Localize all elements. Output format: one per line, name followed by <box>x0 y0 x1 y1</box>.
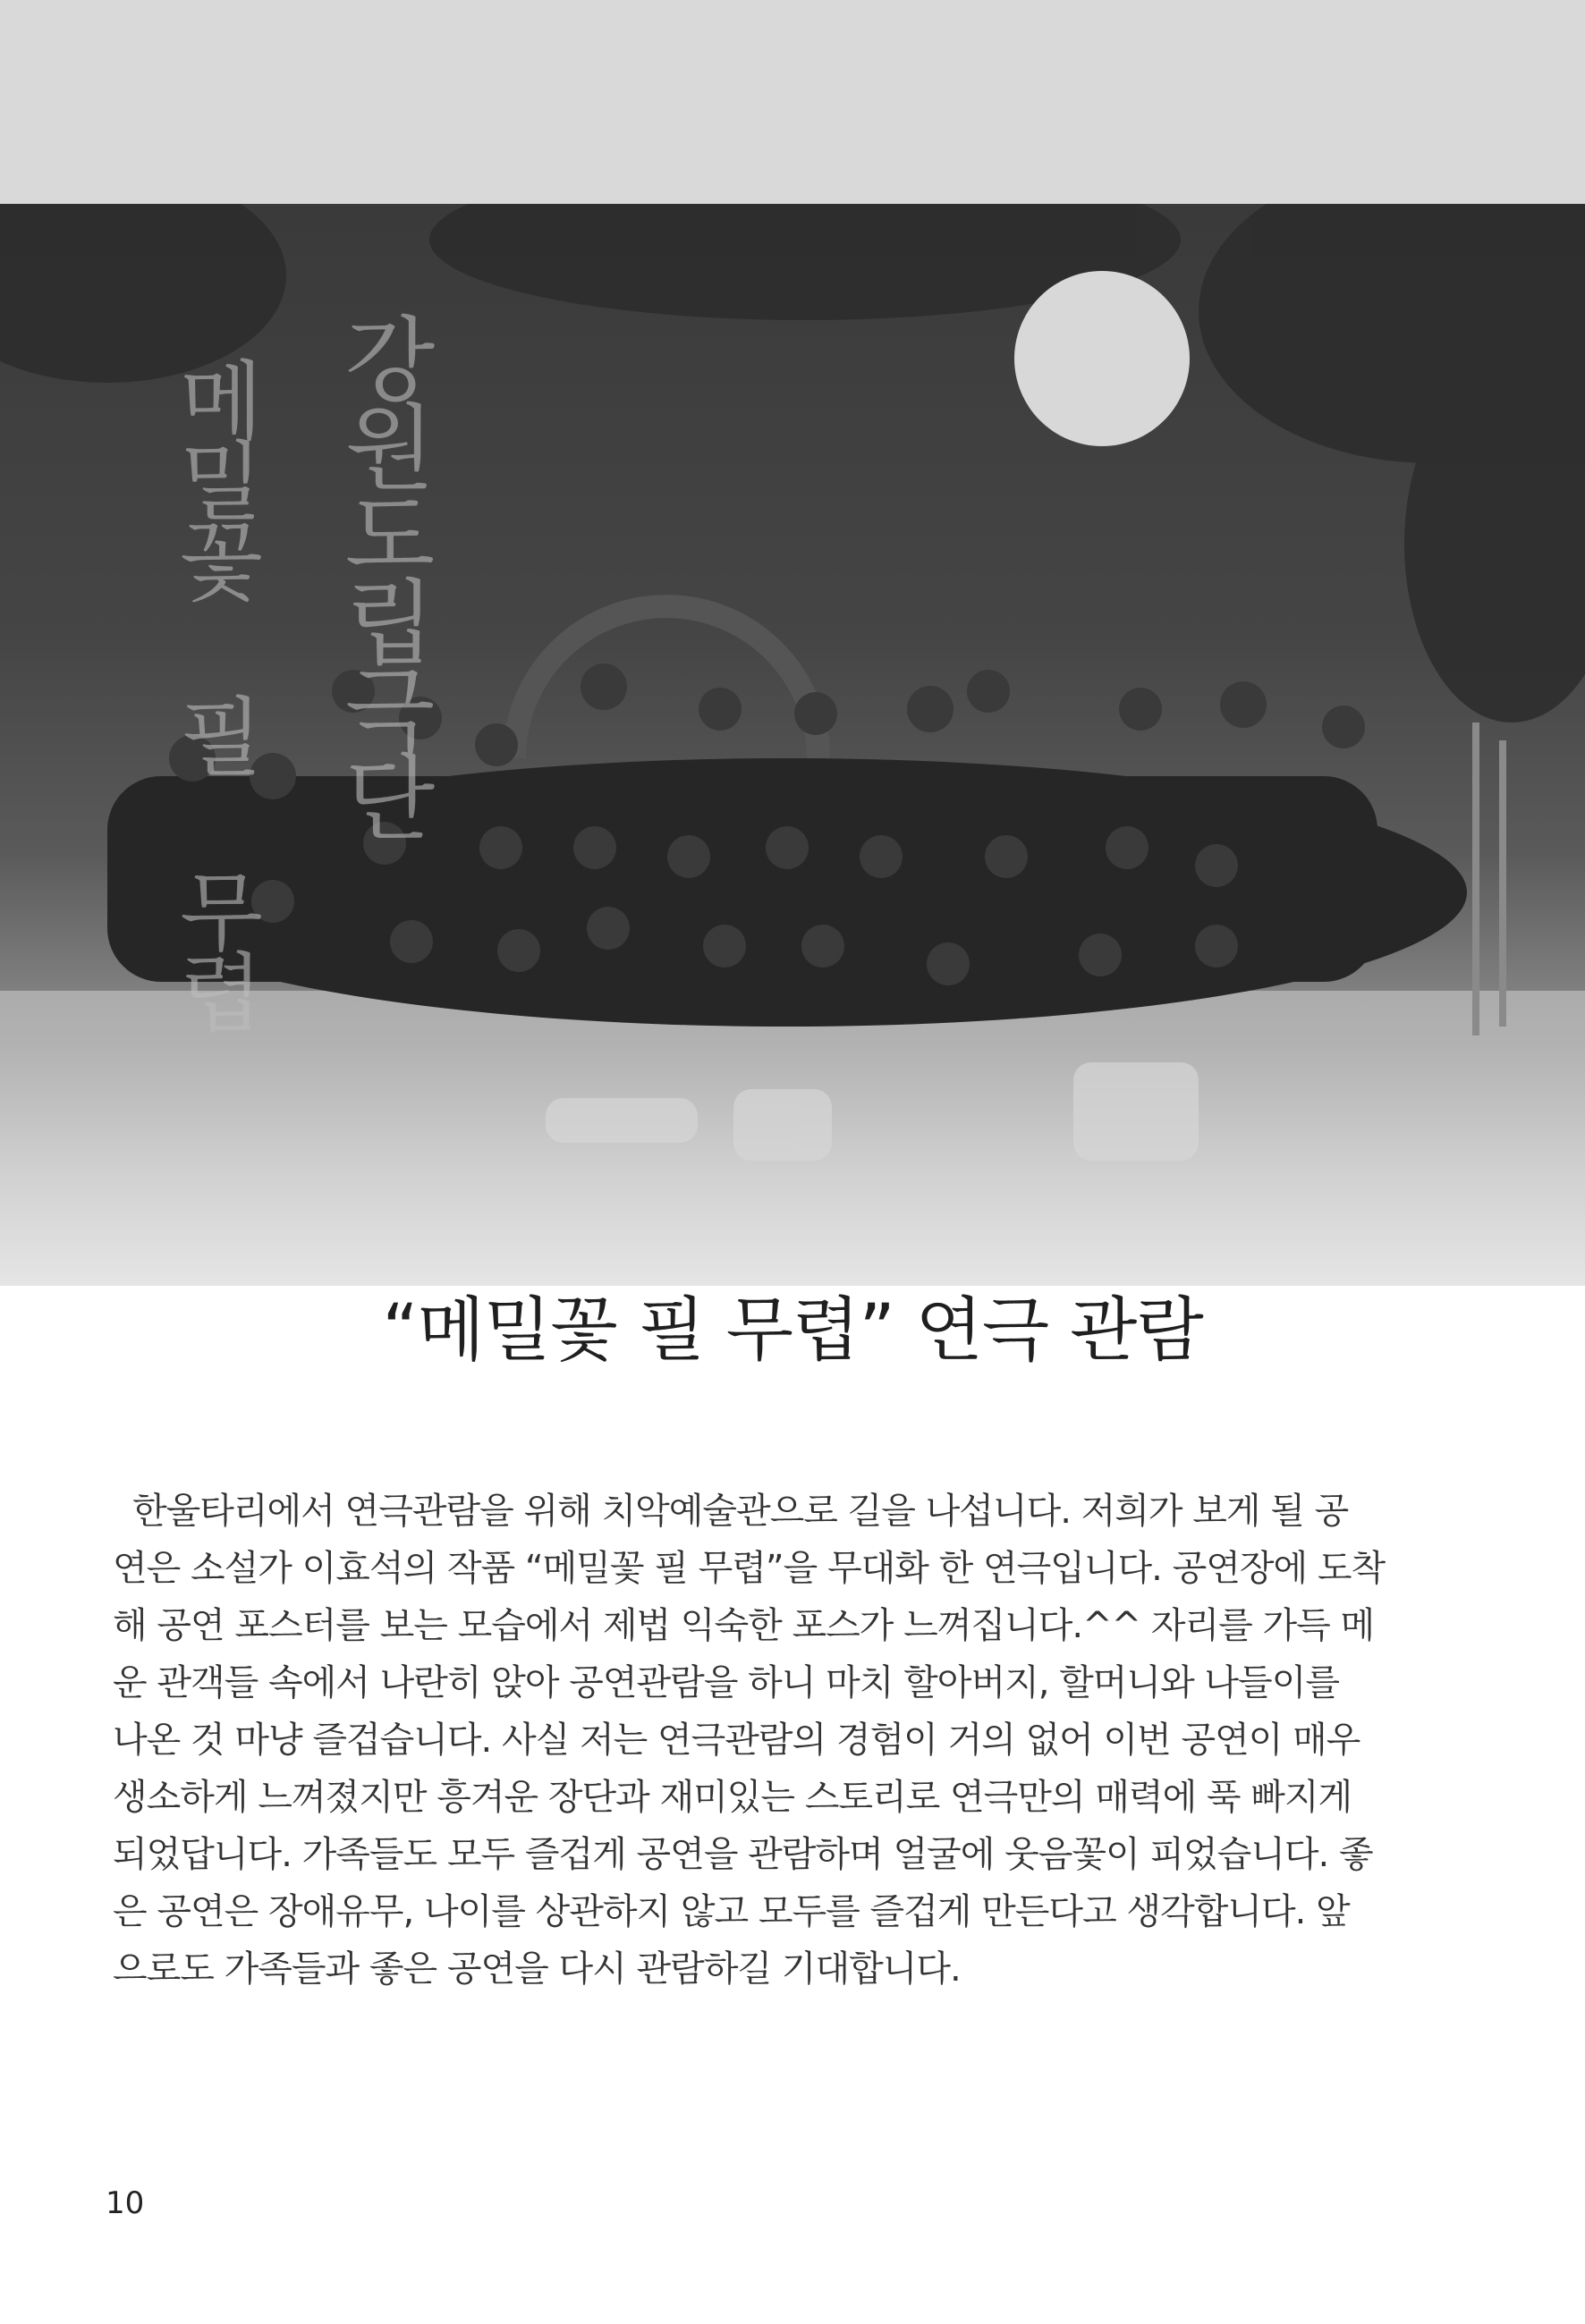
stage-text-right: 강원도립극단 <box>327 311 437 837</box>
body-line: 생소하게 느껴졌지만 흥겨운 장단과 재미있는 스토리로 연극만의 매력에 푹 빠지게 <box>113 1777 1352 1818</box>
body-line: 운 관객들 속에서 나란히 앉아 공연관람을 하니 마치 할아버지, 할머니와 나들이를 <box>113 1662 1339 1703</box>
page-title: “메밀꽃 필 무렵” 연극 관람 <box>382 1290 1203 1371</box>
stage-text-left: 메밀꽃 필 무렵 <box>165 356 265 1028</box>
page-number: 10 <box>106 2185 145 2221</box>
body-line: 연은 소설가 이효석의 작품 “메밀꽃 필 무렵”을 무대화 한 연극입니다. 공연장에 도착 <box>113 1548 1386 1589</box>
group-photo <box>0 204 1585 1286</box>
body-line: 은 공연은 장애유무, 나이를 상관하지 않고 모두를 즐겁게 만든다고 생각합니다. 앞 <box>113 1891 1350 1932</box>
body-line: 으로도 가족들과 좋은 공연을 다시 관람하길 기대합니다. <box>113 1948 961 1990</box>
header-band <box>0 0 1585 204</box>
body-line: 되었답니다. 가족들도 모두 즐겁게 공연을 관람하며 얼굴에 웃음꽃이 피었습니다. 좋 <box>113 1834 1373 1875</box>
body-line: 한울타리에서 연극관람을 위해 치악예술관으로 길을 나섭니다. 저희가 보게 될 공 <box>132 1491 1349 1532</box>
moon <box>1014 271 1190 446</box>
body-line: 해 공연 포스터를 보는 모습에서 제법 익숙한 포스가 느껴집니다.^^ 자리를 가득 메 <box>113 1605 1375 1646</box>
article-body <box>113 1483 1479 1998</box>
body-line: 나온 것 마냥 즐겁습니다. 사실 저는 연극관람의 경험이 거의 없어 이번 공연이 매우 <box>113 1720 1360 1761</box>
